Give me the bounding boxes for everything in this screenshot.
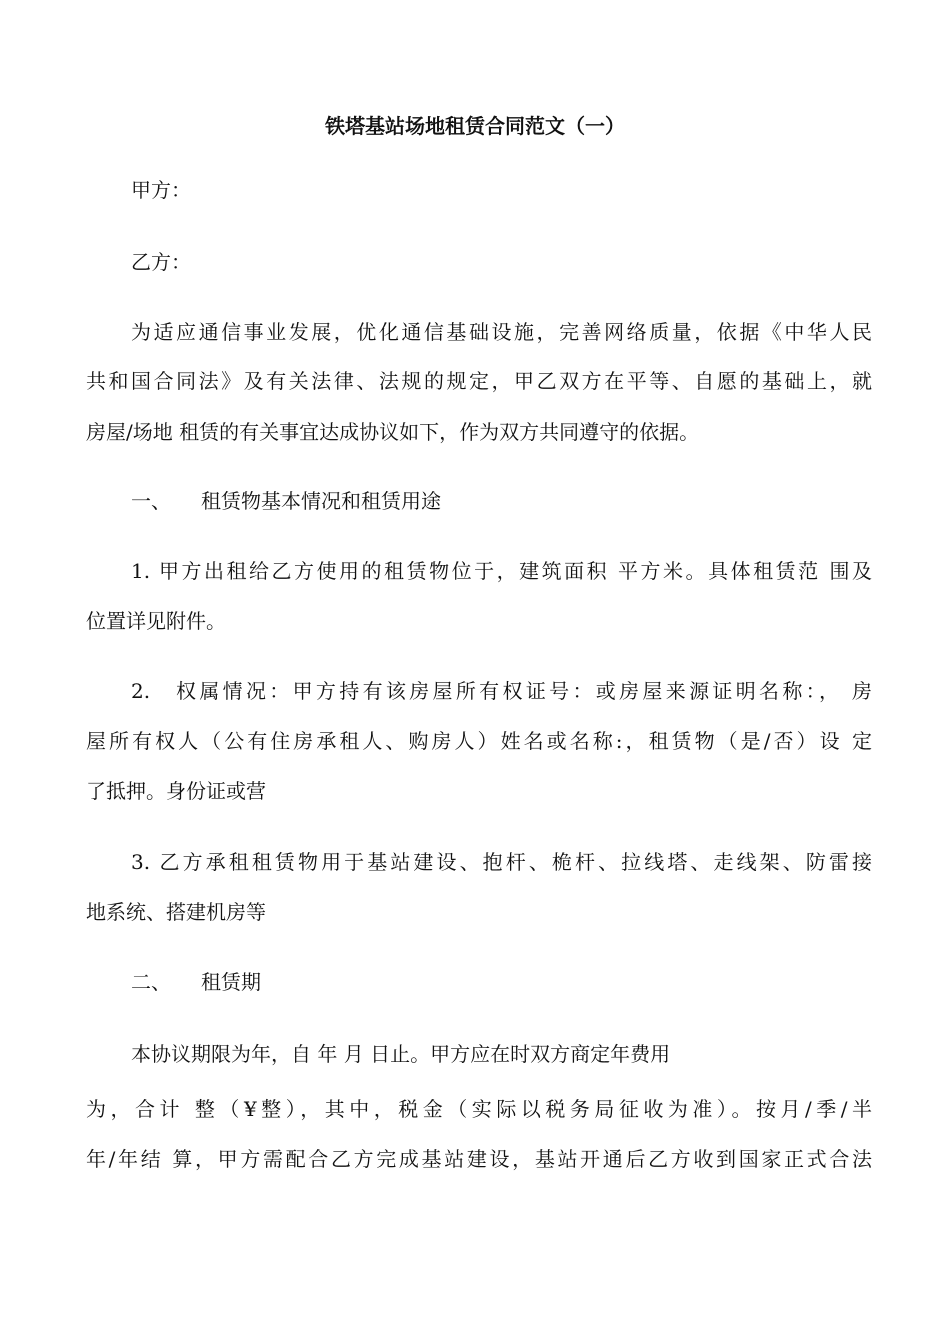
term-line: 年/年结 算，甲方需配合乙方完成基站建设，基站开通后乙方收到国家正式合法 bbox=[86, 1147, 872, 1171]
preamble-line: 房屋/场地 租赁的有关事宜达成协议如下，作为双方共同遵守的依据。 bbox=[86, 420, 700, 444]
clause-line: 3. 乙方承租租赁物用于基站建设、抱杆、桅杆、拉线塔、走线架、防雷接 bbox=[131, 850, 872, 874]
clause-line: 1. 甲方出租给乙方使用的租赁物位于，建筑面积 平方米。具体租赁范 围及 bbox=[131, 559, 872, 583]
preamble-line: 共和国合同法》及有关法律、法规的规定，甲乙双方在平等、自愿的基础上，就 bbox=[86, 369, 872, 393]
clause-line: 地系统、搭建机房等 bbox=[86, 900, 266, 924]
preamble-line: 为适应通信事业发展，优化通信基础设施，完善网络质量，依据《中华人民 bbox=[131, 320, 872, 344]
clause-line: 了抵押。身份证或营 bbox=[86, 779, 266, 803]
section-number: 二、 bbox=[131, 970, 171, 994]
clause-line: 权属情况：甲方持有该房屋所有权证号：或房屋来源证明名称：， 房 bbox=[176, 679, 872, 703]
section-heading: 租赁物基本情况和租赁用途 bbox=[201, 489, 441, 513]
party-b-label: 乙方： bbox=[131, 250, 191, 274]
term-line: 本协议期限为年，自 年 月 日止。甲方应在时双方商定年费用 bbox=[131, 1042, 671, 1066]
term-line: 为，合计 整（¥整），其中，税金（实际以税务局征收为准）。按月/季/半 bbox=[86, 1097, 872, 1121]
section-number: 一、 bbox=[131, 489, 171, 513]
party-a-label: 甲方： bbox=[131, 178, 191, 202]
clause-line: 位置详见附件。 bbox=[86, 609, 226, 633]
clause-number: 2. bbox=[131, 679, 151, 703]
section-heading: 租赁期 bbox=[201, 970, 261, 994]
clause-line: 屋所有权人（公有住房承租人、购房人）姓名或名称:，租赁物（是/否）设 定 bbox=[86, 729, 872, 753]
document-title: 铁塔基站场地租赁合同范文（一） bbox=[325, 114, 625, 138]
